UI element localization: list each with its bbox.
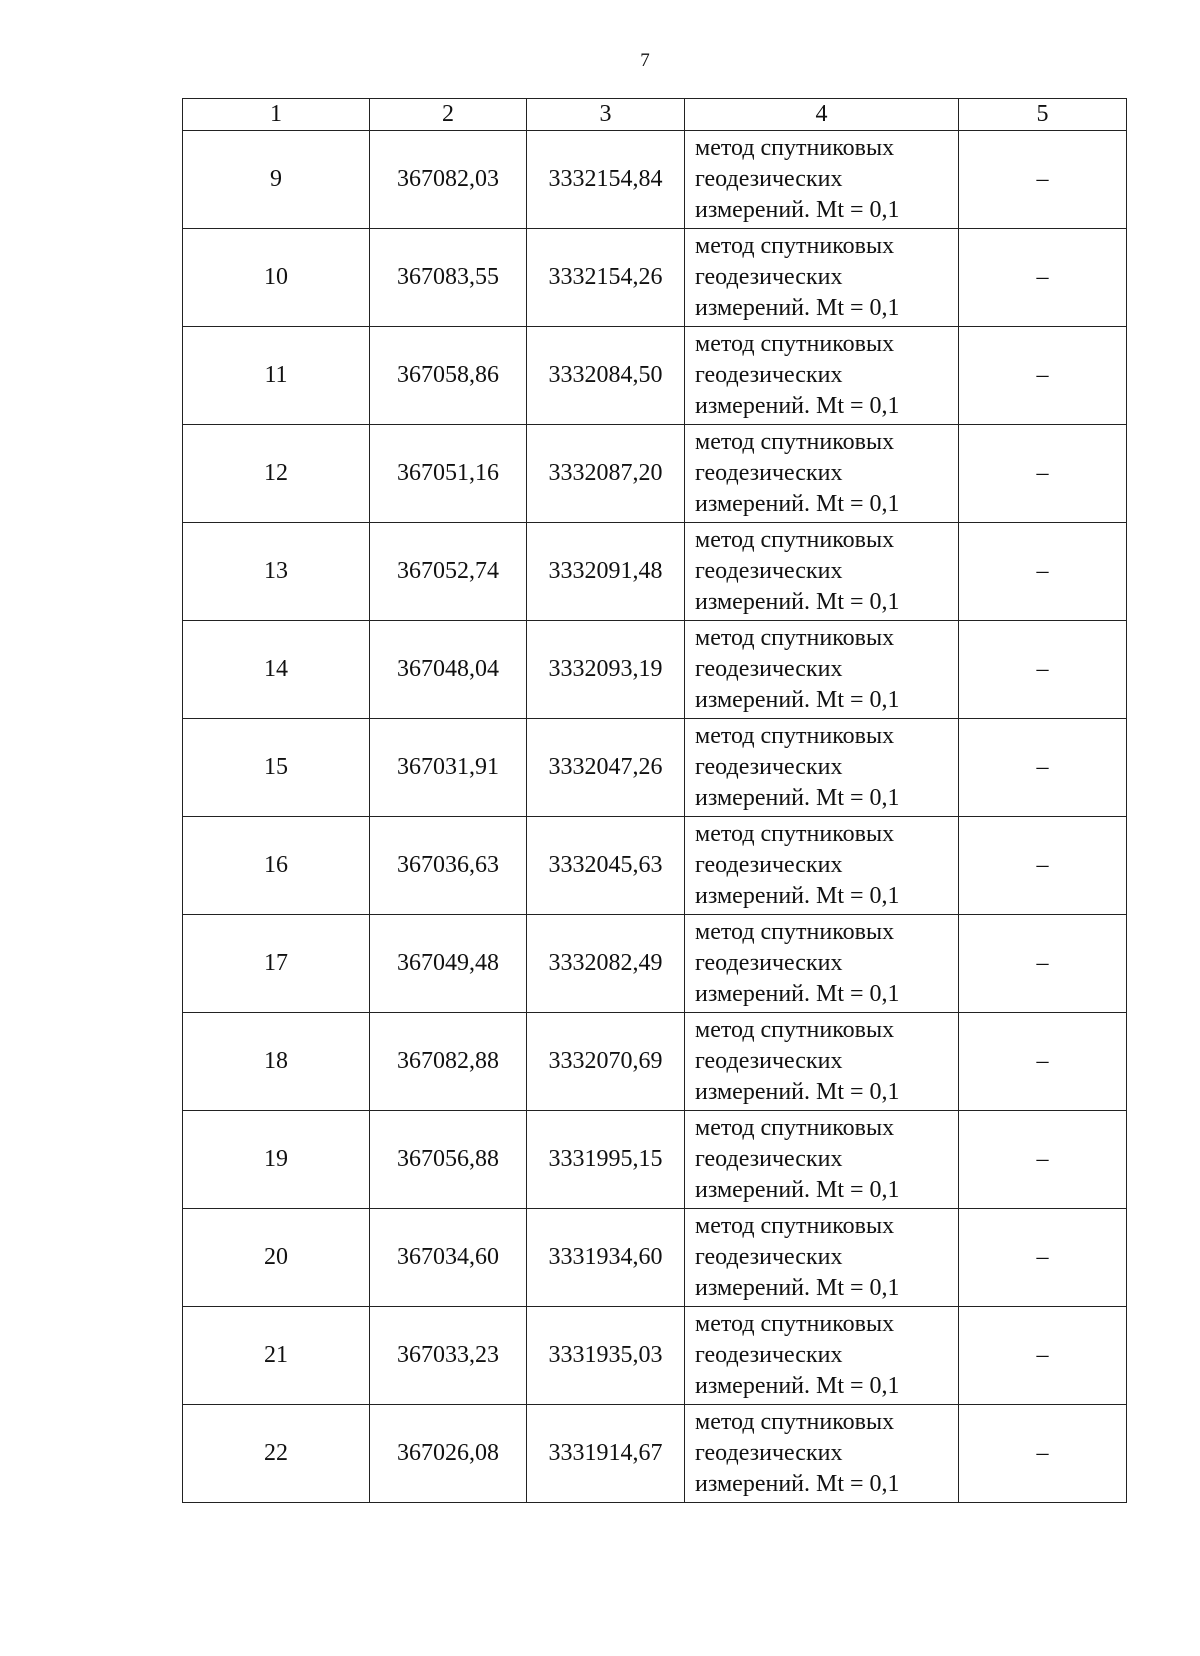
table-row: [183, 1405, 1127, 1503]
method-line: метод спутниковых: [695, 429, 895, 455]
coordinates-table-container: [182, 98, 1126, 1503]
method-line: измерений. Mt = 0,1: [695, 1471, 900, 1497]
coordinate-y-cell: 3332091,48: [527, 523, 685, 621]
header-row: [183, 99, 1127, 131]
point-number-cell: 10: [183, 229, 370, 327]
method-line: измерений. Mt = 0,1: [695, 197, 900, 223]
method-cell: [685, 1209, 959, 1307]
method-line: измерений. Mt = 0,1: [695, 491, 900, 517]
table-row: [183, 621, 1127, 719]
method-cell: [685, 1013, 959, 1111]
method-line: геодезических: [695, 1048, 843, 1074]
method-cell: [685, 817, 959, 915]
point-number-cell: 17: [183, 915, 370, 1013]
method-cell: [685, 425, 959, 523]
method-line: метод спутниковых: [695, 331, 895, 357]
method-cell: [685, 915, 959, 1013]
coordinate-x-cell: 367033,23: [370, 1307, 527, 1405]
method-line: геодезических: [695, 264, 843, 290]
method-line: метод спутниковых: [695, 527, 895, 553]
method-cell: [685, 523, 959, 621]
coordinate-x-cell: 367036,63: [370, 817, 527, 915]
table-row: [183, 1209, 1127, 1307]
method-line: метод спутниковых: [695, 723, 895, 749]
method-line: измерений. Mt = 0,1: [695, 295, 900, 321]
page-number: 7: [640, 50, 650, 71]
method-line: метод спутниковых: [695, 1115, 895, 1141]
method-line: геодезических: [695, 950, 843, 976]
table-row: [183, 1013, 1127, 1111]
header-cell-2: 2: [370, 99, 527, 131]
table-row: [183, 817, 1127, 915]
method-line: метод спутниковых: [695, 1311, 895, 1337]
method-line: метод спутниковых: [695, 135, 895, 161]
method-line: метод спутниковых: [695, 233, 895, 259]
method-line: измерений. Mt = 0,1: [695, 883, 900, 909]
point-number-cell: 20: [183, 1209, 370, 1307]
method-line: геодезических: [695, 362, 843, 388]
point-number-cell: 12: [183, 425, 370, 523]
table-row: [183, 1111, 1127, 1209]
coordinate-y-cell: 3331995,15: [527, 1111, 685, 1209]
method-cell: [685, 131, 959, 229]
note-cell: –: [959, 523, 1127, 621]
coordinate-x-cell: 367056,88: [370, 1111, 527, 1209]
point-number-cell: 18: [183, 1013, 370, 1111]
header-cell-3: 3: [527, 99, 685, 131]
table-body: [183, 131, 1127, 1503]
method-line: метод спутниковых: [695, 919, 895, 945]
note-cell: –: [959, 327, 1127, 425]
point-number-cell: 15: [183, 719, 370, 817]
table-row: [183, 425, 1127, 523]
method-line: измерений. Mt = 0,1: [695, 687, 900, 713]
coordinate-y-cell: 3332045,63: [527, 817, 685, 915]
coordinate-y-cell: 3331914,67: [527, 1405, 685, 1503]
note-cell: –: [959, 1013, 1127, 1111]
point-number-cell: 22: [183, 1405, 370, 1503]
note-cell: –: [959, 1111, 1127, 1209]
note-cell: –: [959, 1405, 1127, 1503]
method-line: метод спутниковых: [695, 1017, 895, 1043]
method-cell: [685, 621, 959, 719]
method-line: геодезических: [695, 754, 843, 780]
coordinate-y-cell: 3332047,26: [527, 719, 685, 817]
method-line: геодезических: [695, 1244, 843, 1270]
method-line: метод спутниковых: [695, 625, 895, 651]
method-line: измерений. Mt = 0,1: [695, 981, 900, 1007]
note-cell: –: [959, 131, 1127, 229]
header-cell-4: 4: [685, 99, 959, 131]
point-number-cell: 19: [183, 1111, 370, 1209]
method-line: геодезических: [695, 460, 843, 486]
method-line: измерений. Mt = 0,1: [695, 393, 900, 419]
method-line: геодезических: [695, 656, 843, 682]
coordinate-y-cell: 3332084,50: [527, 327, 685, 425]
method-line: геодезических: [695, 852, 843, 878]
note-cell: –: [959, 621, 1127, 719]
coordinates-table: [182, 98, 1127, 1503]
method-line: геодезических: [695, 558, 843, 584]
method-line: измерений. Mt = 0,1: [695, 1275, 900, 1301]
table-row: [183, 719, 1127, 817]
method-cell: [685, 1405, 959, 1503]
method-line: метод спутниковых: [695, 821, 895, 847]
header-cell-5: 5: [959, 99, 1127, 131]
coordinate-x-cell: 367052,74: [370, 523, 527, 621]
coordinate-x-cell: 367082,03: [370, 131, 527, 229]
method-line: измерений. Mt = 0,1: [695, 1373, 900, 1399]
coordinate-y-cell: 3332154,84: [527, 131, 685, 229]
coordinate-y-cell: 3331934,60: [527, 1209, 685, 1307]
method-line: геодезических: [695, 166, 843, 192]
method-line: геодезических: [695, 1146, 843, 1172]
method-cell: [685, 719, 959, 817]
table-row: [183, 523, 1127, 621]
coordinate-x-cell: 367083,55: [370, 229, 527, 327]
coordinate-x-cell: 367031,91: [370, 719, 527, 817]
method-cell: [685, 1307, 959, 1405]
table-row: [183, 327, 1127, 425]
coordinate-x-cell: 367082,88: [370, 1013, 527, 1111]
table-row: [183, 229, 1127, 327]
note-cell: –: [959, 817, 1127, 915]
coordinate-x-cell: 367048,04: [370, 621, 527, 719]
coordinate-x-cell: 367026,08: [370, 1405, 527, 1503]
coordinate-y-cell: 3332082,49: [527, 915, 685, 1013]
method-line: измерений. Mt = 0,1: [695, 1177, 900, 1203]
method-line: измерений. Mt = 0,1: [695, 785, 900, 811]
coordinate-y-cell: 3331935,03: [527, 1307, 685, 1405]
note-cell: –: [959, 719, 1127, 817]
table-row: [183, 131, 1127, 229]
method-cell: [685, 229, 959, 327]
note-cell: –: [959, 1209, 1127, 1307]
coordinate-x-cell: 367049,48: [370, 915, 527, 1013]
note-cell: –: [959, 915, 1127, 1013]
table-row: [183, 915, 1127, 1013]
method-line: метод спутниковых: [695, 1409, 895, 1435]
method-line: геодезических: [695, 1440, 843, 1466]
coordinate-y-cell: 3332154,26: [527, 229, 685, 327]
point-number-cell: 21: [183, 1307, 370, 1405]
point-number-cell: 16: [183, 817, 370, 915]
table-header: [183, 99, 1127, 131]
coordinate-y-cell: 3332070,69: [527, 1013, 685, 1111]
method-cell: [685, 327, 959, 425]
method-line: измерений. Mt = 0,1: [695, 1079, 900, 1105]
point-number-cell: 14: [183, 621, 370, 719]
method-cell: [685, 1111, 959, 1209]
method-line: измерений. Mt = 0,1: [695, 589, 900, 615]
note-cell: –: [959, 1307, 1127, 1405]
coordinate-y-cell: 3332093,19: [527, 621, 685, 719]
table-row: [183, 1307, 1127, 1405]
point-number-cell: 9: [183, 131, 370, 229]
method-line: геодезических: [695, 1342, 843, 1368]
header-cell-1: 1: [183, 99, 370, 131]
method-line: метод спутниковых: [695, 1213, 895, 1239]
note-cell: –: [959, 425, 1127, 523]
coordinate-x-cell: 367058,86: [370, 327, 527, 425]
note-cell: –: [959, 229, 1127, 327]
coordinate-y-cell: 3332087,20: [527, 425, 685, 523]
point-number-cell: 11: [183, 327, 370, 425]
coordinate-x-cell: 367051,16: [370, 425, 527, 523]
point-number-cell: 13: [183, 523, 370, 621]
coordinate-x-cell: 367034,60: [370, 1209, 527, 1307]
